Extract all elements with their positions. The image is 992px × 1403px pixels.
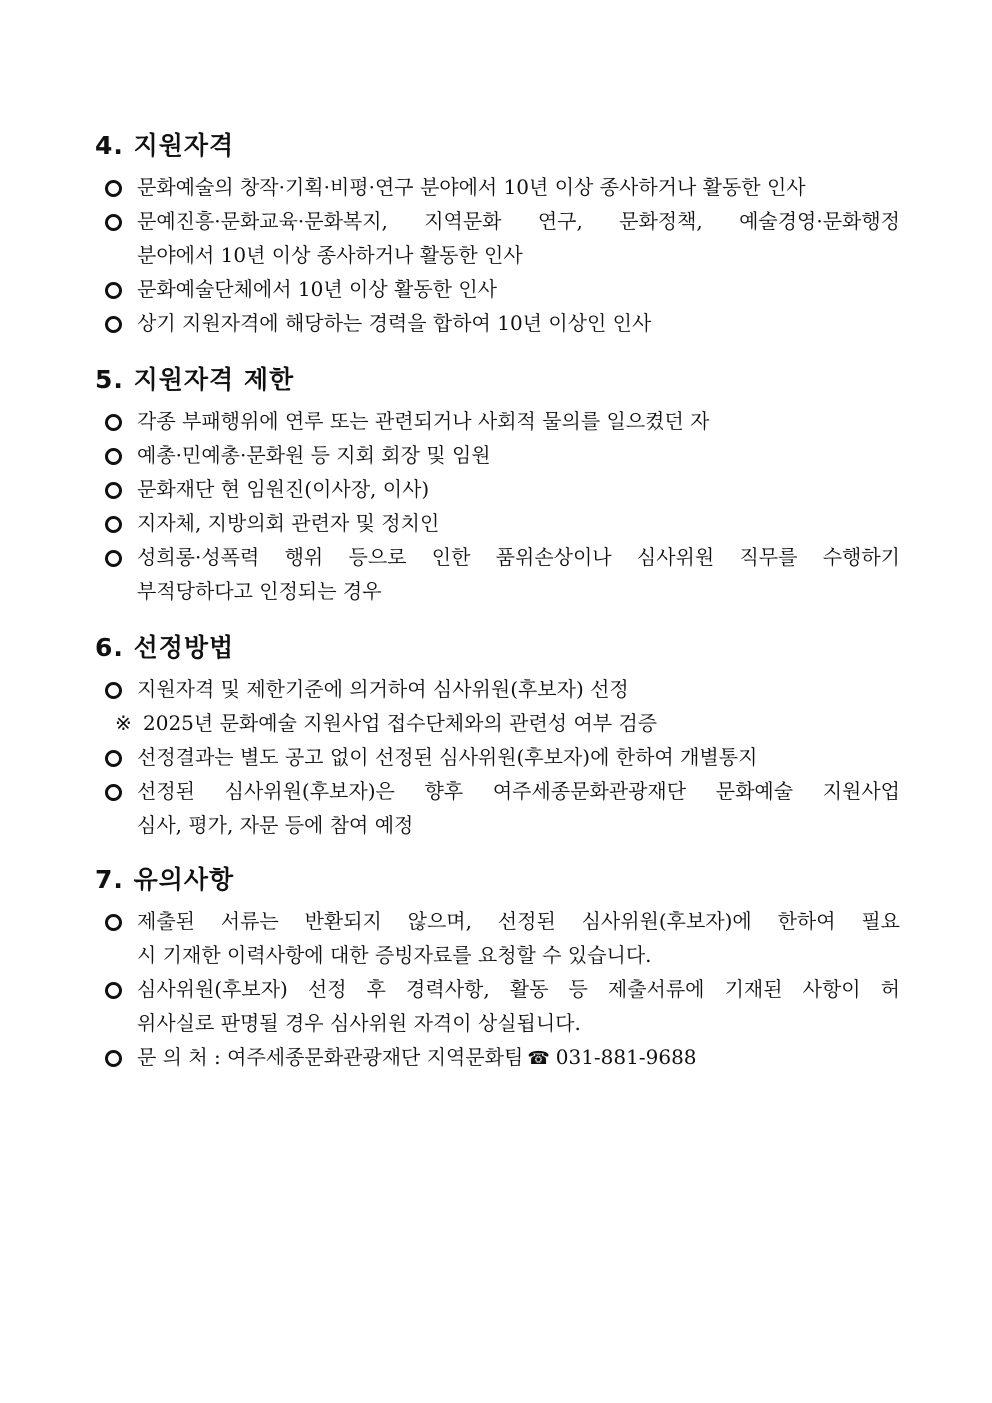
hollow-circle-icon	[105, 914, 122, 931]
contact-phone[interactable]: 031-881-9688	[555, 1045, 697, 1069]
hollow-circle-icon	[105, 180, 122, 197]
list-item	[95, 472, 900, 506]
hollow-circle-icon	[105, 682, 122, 699]
item-text: 상기 지원자격에 해당하는 경력을 합하여 10년 이상인 인사	[137, 311, 652, 335]
list-item	[95, 740, 900, 774]
section-heading: 6. 선정방법	[95, 633, 235, 662]
section-eligibility-restrictions	[95, 362, 900, 608]
contact-item	[95, 1040, 900, 1074]
section-heading: 7. 유의사항	[95, 865, 235, 894]
hollow-circle-icon	[105, 414, 122, 431]
hollow-circle-icon	[105, 214, 122, 231]
list-item	[95, 672, 900, 706]
item-text: 문화예술단체에서 10년 이상 활동한 인사	[137, 277, 497, 301]
item-text: 제출된 서류는 반환되지 않으며, 선정된 심사위원(후보자)에 한하여 필요	[137, 909, 900, 933]
list-item	[95, 306, 900, 340]
item-text: 선정된 심사위원(후보자)은 향후 여주세종문화관광재단 문화예술 지원사업	[137, 779, 900, 803]
contact-line	[137, 1040, 900, 1074]
item-text-continued: 시 기재한 이력사항에 대한 증빙자료를 요청할 수 있습니다.	[137, 943, 652, 967]
list-item	[95, 404, 900, 438]
list-item	[95, 204, 900, 272]
item-text: 문화재단 현 임원진(이사장, 이사)	[137, 477, 430, 501]
item-text: 지원자격 및 제한기준에 의거하여 심사위원(후보자) 선정	[137, 677, 629, 701]
item-text: 각종 부패행위에 연루 또는 관련되거나 사회적 물의를 일으켰던 자	[137, 409, 710, 433]
hollow-circle-icon	[105, 750, 122, 767]
item-text: 심사위원(후보자) 선정 후 경력사항, 활동 등 제출서류에 기재된 사항이 허	[137, 977, 900, 1001]
note-text: 2025년 문화예술 지원사업 접수단체와의 관련성 여부 검증	[143, 711, 658, 735]
contact-label: 문 의 처	[137, 1045, 208, 1069]
item-text: 성희롱·성폭력 행위 등으로 인한 품위손상이나 심사위원 직무를 수행하기	[137, 545, 900, 569]
telephone-icon: ☎	[527, 1048, 550, 1069]
section-eligibility	[95, 128, 900, 340]
item-text-continued: 심사, 평가, 자문 등에 참여 예정	[137, 813, 414, 837]
section-notes	[95, 862, 900, 1074]
section-heading: 4. 지원자격	[95, 131, 235, 160]
item-text: 예총·민예총·문화원 등 지회 회장 및 임원	[137, 443, 491, 467]
hollow-circle-icon	[105, 482, 122, 499]
hollow-circle-icon	[105, 282, 122, 299]
hollow-circle-icon	[105, 784, 122, 801]
item-text-continued: 위사실로 판명될 경우 심사위원 자격이 상실됩니다.	[137, 1011, 581, 1035]
item-text: 지자체, 지방의회 관련자 및 정치인	[137, 511, 440, 535]
item-text-continued: 분야에서 10년 이상 종사하거나 활동한 인사	[137, 243, 523, 267]
list-item	[95, 438, 900, 472]
hollow-circle-icon	[105, 516, 122, 533]
section-heading: 5. 지원자격 제한	[95, 365, 295, 394]
hollow-circle-icon	[105, 316, 122, 333]
contact-organization: 여주세종문화관광재단 지역문화팀	[227, 1045, 524, 1069]
item-text: 문화예술의 창작·기획·비평·연구 분야에서 10년 이상 종사하거나 활동한 인사	[137, 175, 806, 199]
item-text-continued: 부적당하다고 인정되는 경우	[137, 579, 382, 603]
contact-separator: :	[214, 1045, 221, 1069]
item-text: 선정결과는 별도 공고 없이 선정된 심사위원(후보자)에 한하여 개별통지	[137, 745, 758, 769]
list-item	[95, 774, 900, 842]
reference-mark: ※	[115, 711, 132, 735]
item-text: 문예진흥·문화교육·문화복지, 지역문화 연구, 문화정책, 예술경영·문화행정	[137, 209, 900, 233]
list-item	[95, 272, 900, 306]
reference-note	[95, 706, 900, 740]
list-item	[95, 506, 900, 540]
list-item	[95, 904, 900, 972]
section-selection-method	[95, 630, 900, 842]
list-item	[95, 972, 900, 1040]
hollow-circle-icon	[105, 982, 122, 999]
hollow-circle-icon	[105, 550, 122, 567]
hollow-circle-icon	[105, 1050, 122, 1067]
list-item	[95, 540, 900, 608]
list-item	[95, 170, 900, 204]
hollow-circle-icon	[105, 448, 122, 465]
